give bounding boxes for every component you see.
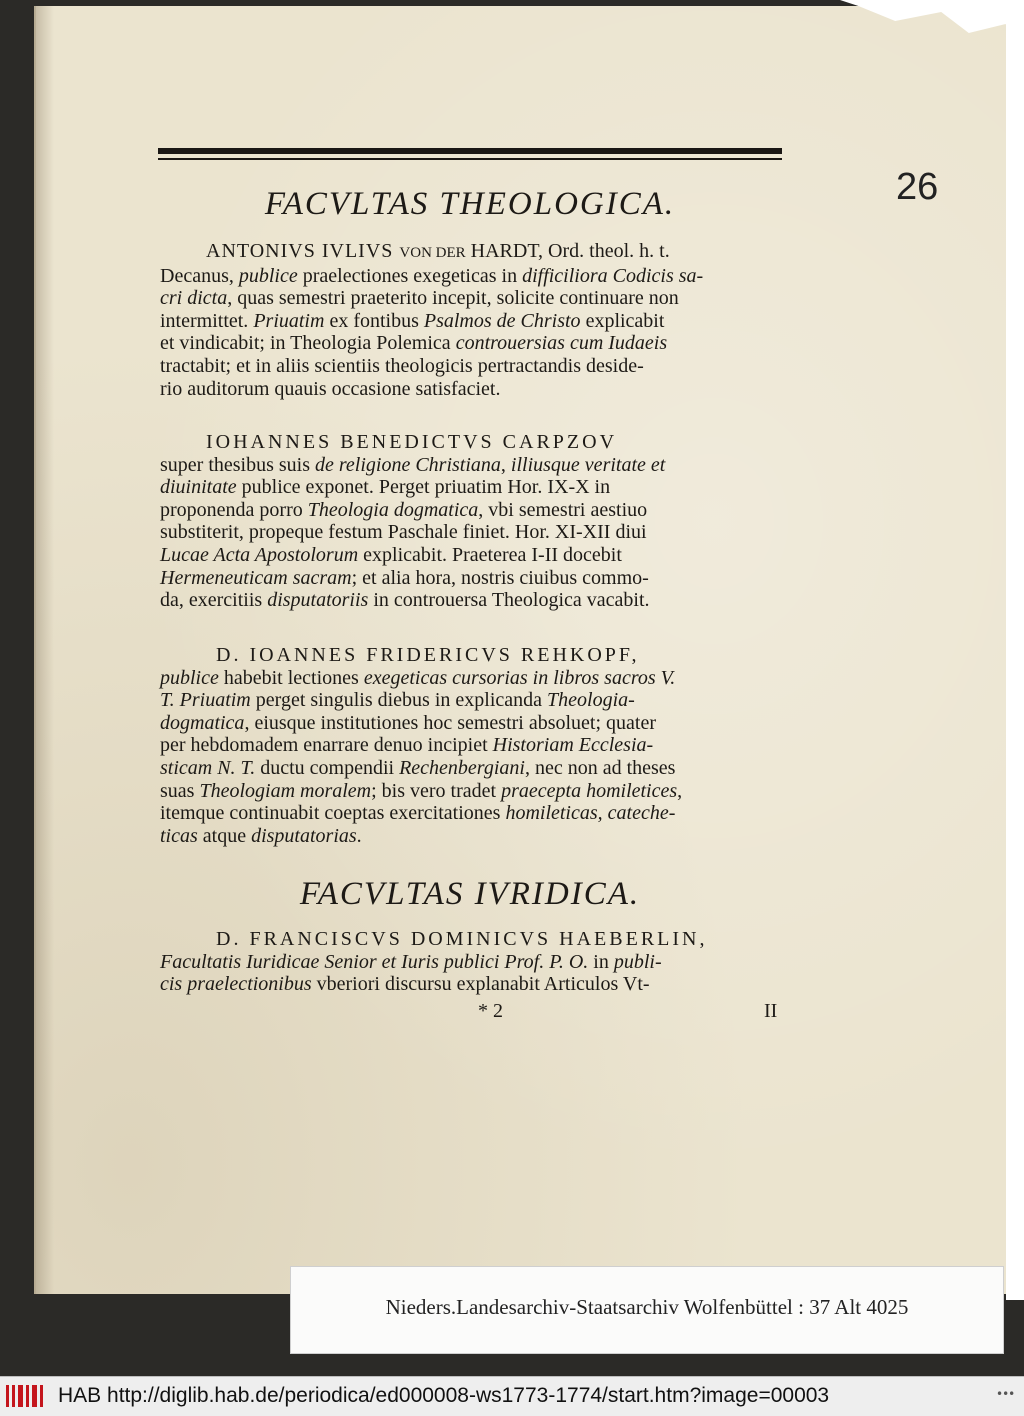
line: Lucae Acta Apostolorum explicabit. Praeterea I-II docebit <box>160 543 622 566</box>
viewer-status-bar <box>0 1376 1024 1416</box>
line: cri dicta, quas semestri praeterito incepit, solicite continuare non <box>160 287 679 310</box>
line: sticam N. T. ductu compendii Rechenbergiani, nec non ad theses <box>160 756 676 779</box>
background-margin <box>1006 0 1024 1300</box>
line: Decanus, publice praelectiones exegeticas in difficiliora Codicis sa- <box>160 264 704 287</box>
line: ANTONIVS IVLIVS VON DER HARDT, Ord. theol. h. t. <box>206 240 670 262</box>
line: publice habebit lectiones exegeticas cursorias in libros sacros V. <box>160 666 676 689</box>
line: tractabit; et in aliis scientiis theologicis pertractandis deside- <box>160 354 644 377</box>
line: rio auditorum quauis occasione satisfaciet. <box>160 377 501 400</box>
more-icon[interactable]: ••• <box>996 1387 1015 1401</box>
line: intermittet. Priuatim ex fontibus Psalmos de Christo explicabit <box>160 309 665 332</box>
paragraph-haeberlin <box>160 928 784 996</box>
line: D. IOANNES FRIDERICVS REHKOPF, <box>216 644 640 666</box>
page-fold-shadow <box>34 6 54 1294</box>
line: super thesibus suis de religione Christiana, illiusque veritate et <box>160 453 666 476</box>
line: suas Theologiam moralem; bis vero tradet praecepta homiletices, <box>160 779 683 802</box>
line: da, exercitiis disputatoriis in controuersa Theologica vacabit. <box>160 589 650 612</box>
line: substiterit, propeque festum Paschale finiet. Hor. XI-XII diui <box>160 521 647 544</box>
paragraph-rehkopf <box>160 644 784 847</box>
heading-theology: FACVLTAS THEOLOGICA. <box>264 186 676 222</box>
archive-label <box>290 1266 1004 1354</box>
line: IOHANNES BENEDICTVS CARPZOV <box>206 431 618 453</box>
header-rule-thick <box>158 148 782 154</box>
paragraph-carpzov <box>160 431 784 612</box>
line: Hermeneuticam sacram; et alia hora, nostris ciuibus commo- <box>160 566 649 589</box>
header-rule-thin <box>158 158 782 160</box>
line: Facultatis Iuridicae Senior et Iuris publici Prof. P. O. in publi- <box>160 950 662 973</box>
status-url[interactable]: HAB http://diglib.hab.de/periodica/ed000008-ws1773-1774/start.htm?image=00003 <box>58 1384 830 1407</box>
hab-logo-icon <box>6 1385 50 1407</box>
line: ticas atque disputatorias. <box>160 824 362 847</box>
page-number: 26 <box>896 166 939 208</box>
line: D. FRANCISCVS DOMINICVS HAEBERLIN, <box>216 928 708 950</box>
line: proponenda porro Theologia dogmatica, vbi semestri aestiuo <box>160 498 648 521</box>
line: diuinitate publice exponet. Perget priuatim Hor. IX-X in <box>160 476 611 499</box>
line: itemque continuabit coeptas exercitationes homileticas, cateche- <box>160 802 676 825</box>
signature-mark: * 2 <box>478 1000 503 1022</box>
heading-law: FACVLTAS IVRIDICA. <box>299 876 641 912</box>
line: dogmatica, eiusque institutiones hoc semestri absoluet; quater <box>160 711 657 734</box>
archive-label-text: Nieders.Landesarchiv-Staatsarchiv Wolfenbüttel : 37 Alt 4025 <box>385 1295 909 1319</box>
line: et vindicabit; in Theologia Polemica controuersias cum Iudaeis <box>160 332 668 355</box>
line: T. Priuatim perget singulis diebus in explicanda Theologia- <box>160 689 635 712</box>
paragraph-hardt <box>160 240 784 400</box>
line: per hebdomadem enarrare denuo incipiet Historiam Ecclesia- <box>160 734 654 757</box>
line: cis praelectionibus vberiori discursu explanabit Articulos Vt- <box>160 973 650 996</box>
catchword: II <box>764 1000 778 1022</box>
page-footer <box>460 1000 790 1026</box>
